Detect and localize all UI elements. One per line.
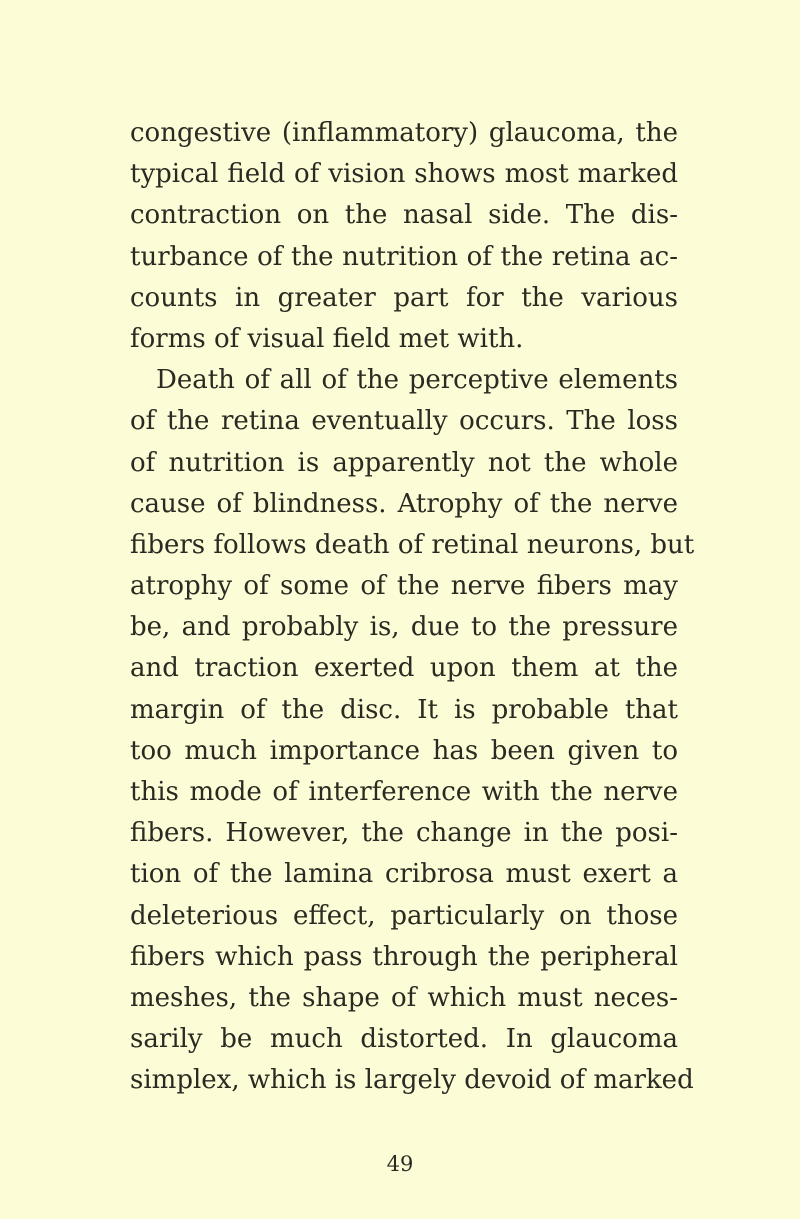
body-text	[130, 113, 695, 1102]
text-line: be, and probably is, due to the pressure	[130, 612, 678, 643]
text-line: forms of visual field met with.	[130, 323, 524, 354]
text-line: of nutrition is apparently not the whole	[130, 447, 678, 478]
text-line: fibers follows death of retinal neurons, but	[130, 529, 695, 560]
text-line: tion of the lamina cribrosa must exert a	[130, 859, 678, 890]
page-number: 49	[386, 1152, 414, 1176]
text-line: typical field of vision shows most marked	[130, 159, 678, 190]
text-line: counts in greater part for the various	[130, 282, 678, 313]
text-line: this mode of interference with the nerve	[130, 777, 678, 807]
text-line: of the retina eventually occurs. The loss	[130, 406, 678, 437]
text-line: fibers which pass through the peripheral	[130, 941, 678, 972]
text-line: margin of the disc. It is probable that	[130, 694, 678, 725]
text-line: meshes, the shape of which must neces-	[130, 982, 678, 1013]
text-line: deleterious effect, particularly on those	[130, 900, 678, 931]
text-line: cause of blindness. Atrophy of the nerve	[130, 488, 678, 519]
text-line: congestive (inflammatory) glaucoma, the	[130, 118, 678, 148]
text-line: turbance of the nutrition of the retina ac-	[130, 241, 678, 272]
text-line: contraction on the nasal side. The dis-	[130, 200, 678, 231]
text-line: Death of all of the perceptive elements	[156, 365, 678, 396]
text-line: too much importance has been given to	[130, 735, 678, 766]
text-line: and traction exerted upon them at the	[130, 653, 678, 684]
text-line: atrophy of some of the nerve fibers may	[130, 571, 678, 602]
text-line: fibers. However, the change in the posi-	[130, 818, 678, 849]
text-line: simplex, which is largely devoid of marked	[130, 1065, 694, 1096]
text-line: sarily be much distorted. In glaucoma	[130, 1024, 678, 1055]
